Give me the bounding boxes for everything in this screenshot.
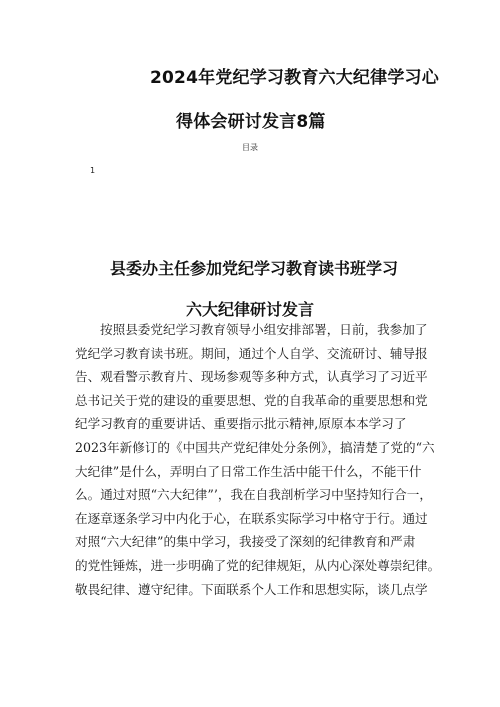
- body-line: 总书记关于党的建设的重要思想、党的自我革命的重要思想和党: [75, 392, 428, 408]
- body-line: 的党性锤炼，进一步明确了党的纪律规矩，从内心深处尊崇纪律。: [75, 557, 441, 573]
- body-line: 大纪律”是什么，弄明白了日常工作生活中能干什么，不能干什: [75, 463, 422, 479]
- body-line: 敬畏纪律、遵守纪律。下面联系个人工作和思想实际，谈几点学: [75, 581, 428, 597]
- document-title-line-2: 得体会研讨发言8篇: [176, 112, 326, 132]
- speech-title-line-1: 县委办主任参加党纪学习教育读书班学习: [109, 259, 398, 279]
- body-line: 党纪学习教育读书班。期间，通过个人自学、交流研讨、辅导报: [75, 345, 428, 361]
- speech-title-line-2: 六大纪律研讨发言: [185, 300, 314, 320]
- speech-body: [75, 318, 441, 601]
- body-line: 纪学习教育的重要讲话、重要指示批示精神,原原本本学习了: [75, 416, 407, 432]
- body-line: 么。通过对照“六大纪律”’，我在自我剖析学习中坚持知行合一，: [75, 487, 432, 503]
- document-title-line-1: 2024年党纪学习教育六大纪律学习心: [150, 68, 439, 88]
- body-line: 告、观看警示教育片、现场参观等多种方式，认真学习了习近平: [75, 369, 428, 385]
- body-line: 按照县委党纪学习教育领导小组安排部署，日前，我参加了: [100, 322, 428, 337]
- body-line: 对照“六大纪律”的集中学习，我接受了深刻的纪律教育和严肃: [75, 534, 416, 550]
- body-line: 2023年新修订的《中国共产党纪律处分条例》，搞清楚了党的“六: [75, 439, 435, 455]
- table-of-contents-number: 1: [90, 166, 96, 175]
- table-of-contents-label: 目录: [242, 143, 258, 152]
- body-line: 在逐章逐条学习中内化于心，在联系实际学习中格守于行。通过: [75, 510, 428, 526]
